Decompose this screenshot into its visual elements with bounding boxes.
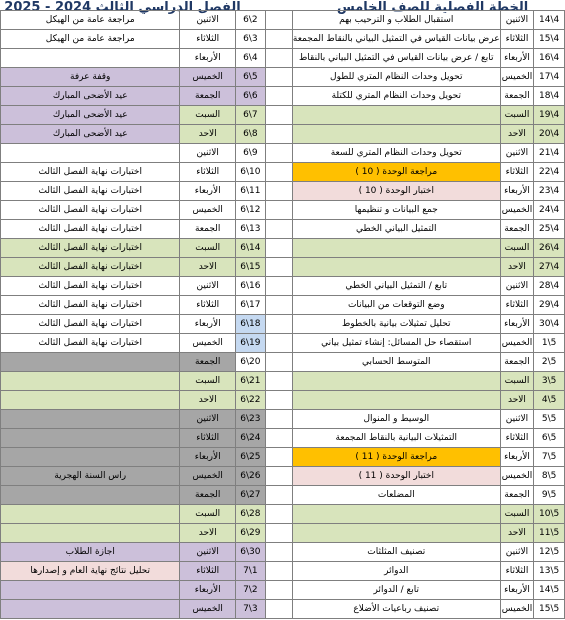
spacer-cell — [265, 391, 292, 410]
spacer-cell — [265, 334, 292, 353]
spacer-cell — [265, 448, 292, 467]
right-date-cell: 27\4 — [534, 258, 565, 277]
right-date-cell: 14\4 — [534, 11, 565, 30]
left-date-cell: 6\25 — [235, 448, 265, 467]
left-date-cell: 6\27 — [235, 486, 265, 505]
spacer-cell — [265, 182, 292, 201]
right-day-cell: الاحد — [500, 125, 534, 144]
spacer-cell — [265, 163, 292, 182]
left-note-cell — [1, 505, 180, 524]
plan-row — [1, 353, 565, 372]
right-day-cell: السبت — [500, 106, 534, 125]
right-date-cell: 30\4 — [534, 315, 565, 334]
spacer-cell — [265, 562, 292, 581]
right-date-cell: 6\5 — [534, 429, 565, 448]
plan-row — [1, 410, 565, 429]
topic-cell — [292, 524, 500, 543]
right-day-cell: الخميس — [500, 201, 534, 220]
plan-row — [1, 543, 565, 562]
left-date-cell: 6\3 — [235, 30, 265, 49]
topic-cell: استقبال الطلاب و الترحيب بهم — [292, 11, 500, 30]
plan-row — [1, 30, 565, 49]
right-day-cell: الثلاثاء — [500, 429, 534, 448]
topic-cell: تحويل وحدات النظام المتري للكتلة — [292, 87, 500, 106]
spacer-cell — [265, 524, 292, 543]
spacer-cell — [265, 505, 292, 524]
topic-cell: المضلعات — [292, 486, 500, 505]
spacer-cell — [265, 600, 292, 619]
plan-row — [1, 49, 565, 68]
topic-cell: جمع البيانات و تنظيمها — [292, 201, 500, 220]
spacer-cell — [265, 144, 292, 163]
left-date-cell: 6\7 — [235, 106, 265, 125]
plan-row — [1, 429, 565, 448]
topic-cell: استقصاء حل المسائل: إنشاء تمثيل بياني — [292, 334, 500, 353]
right-day-cell: الاحد — [500, 524, 534, 543]
right-day-cell: الثلاثاء — [500, 296, 534, 315]
spacer-cell — [265, 486, 292, 505]
spacer-cell — [265, 581, 292, 600]
right-date-cell: 2\5 — [534, 353, 565, 372]
left-day-cell: الجمعة — [180, 486, 236, 505]
spacer-cell — [265, 87, 292, 106]
left-day-cell: الأربعاء — [180, 182, 236, 201]
right-date-cell: 28\4 — [534, 277, 565, 296]
left-note-cell — [1, 486, 180, 505]
right-day-cell: الثلاثاء — [500, 163, 534, 182]
right-day-cell: الاثنين — [500, 277, 534, 296]
right-day-cell: الثلاثاء — [500, 562, 534, 581]
topic-cell — [292, 239, 500, 258]
left-day-cell: الاثنين — [180, 543, 236, 562]
topic-cell: الوسيط و المنوال — [292, 410, 500, 429]
topic-cell: وضع التوقعات من البيانات — [292, 296, 500, 315]
left-note-cell: اختبارات نهاية الفصل الثالث — [1, 315, 180, 334]
left-date-cell: 6\12 — [235, 201, 265, 220]
left-note-cell: وقفة عرفة — [1, 68, 180, 87]
left-day-cell: الخميس — [180, 201, 236, 220]
left-date-cell: 6\10 — [235, 163, 265, 182]
topic-cell: عرض بيانات القياس في التمثيل البياني بالنقاط المجمعة — [292, 30, 500, 49]
plan-row — [1, 467, 565, 486]
plan-row — [1, 87, 565, 106]
left-date-cell: 6\23 — [235, 410, 265, 429]
left-note-cell — [1, 429, 180, 448]
left-day-cell: الخميس — [180, 68, 236, 87]
left-note-cell — [1, 391, 180, 410]
plan-row — [1, 258, 565, 277]
spacer-cell — [265, 239, 292, 258]
plan-row — [1, 125, 565, 144]
right-date-cell: 11\5 — [534, 524, 565, 543]
left-note-cell: مراجعة عامة من الهيكل — [1, 11, 180, 30]
left-date-cell: 6\24 — [235, 429, 265, 448]
left-note-cell: اختبارات نهاية الفصل الثالث — [1, 334, 180, 353]
right-day-cell: الجمعة — [500, 220, 534, 239]
plan-row — [1, 505, 565, 524]
spacer-cell — [265, 49, 292, 68]
plan-row — [1, 163, 565, 182]
left-date-cell: 6\30 — [235, 543, 265, 562]
left-note-cell — [1, 448, 180, 467]
right-date-cell: 23\4 — [534, 182, 565, 201]
right-date-cell: 3\5 — [534, 372, 565, 391]
plan-row — [1, 277, 565, 296]
left-note-cell — [1, 353, 180, 372]
left-day-cell: الخميس — [180, 334, 236, 353]
right-day-cell: الأربعاء — [500, 581, 534, 600]
right-day-cell: السبت — [500, 505, 534, 524]
right-date-cell: 9\5 — [534, 486, 565, 505]
left-note-cell: عيد الأضحى المبارك — [1, 125, 180, 144]
plan-row — [1, 11, 565, 30]
spacer-cell — [265, 258, 292, 277]
left-date-cell: 6\18 — [235, 315, 265, 334]
right-date-cell: 18\4 — [534, 87, 565, 106]
right-day-cell: الأربعاء — [500, 448, 534, 467]
topic-cell — [292, 125, 500, 144]
right-day-cell: الخميس — [500, 600, 534, 619]
spacer-cell — [265, 467, 292, 486]
plan-row — [1, 600, 565, 619]
right-date-cell: 21\4 — [534, 144, 565, 163]
left-date-cell: 6\9 — [235, 144, 265, 163]
left-note-cell: اختبارات نهاية الفصل الثالث — [1, 296, 180, 315]
left-date-cell: 6\13 — [235, 220, 265, 239]
left-day-cell: الخميس — [180, 467, 236, 486]
right-date-cell: 25\4 — [534, 220, 565, 239]
spacer-cell — [265, 201, 292, 220]
right-day-cell: الثلاثاء — [500, 30, 534, 49]
left-day-cell: الخميس — [180, 600, 236, 619]
right-date-cell: 14\5 — [534, 581, 565, 600]
right-day-cell: الخميس — [500, 467, 534, 486]
left-day-cell: الثلاثاء — [180, 296, 236, 315]
left-date-cell: 6\2 — [235, 11, 265, 30]
right-date-cell: 22\4 — [534, 163, 565, 182]
left-note-cell: اجازة الطلاب — [1, 543, 180, 562]
topic-cell: اختبار الوحدة ( 10 ) — [292, 182, 500, 201]
left-note-cell — [1, 372, 180, 391]
topic-cell: تابع / الدوائر — [292, 581, 500, 600]
left-note-cell: تحليل نتائج نهاية العام و إصدارها — [1, 562, 180, 581]
topic-cell: تصنيف رباعيات الأضلاع — [292, 600, 500, 619]
left-date-cell: 6\29 — [235, 524, 265, 543]
right-day-cell: الأربعاء — [500, 182, 534, 201]
spacer-cell — [265, 543, 292, 562]
left-day-cell: الثلاثاء — [180, 429, 236, 448]
left-day-cell: الاحد — [180, 125, 236, 144]
left-day-cell: الاحد — [180, 258, 236, 277]
plan-row — [1, 239, 565, 258]
plan-row — [1, 106, 565, 125]
left-note-cell: عيد الأضحى المبارك — [1, 87, 180, 106]
left-note-cell: عيد الأضحى المبارك — [1, 106, 180, 125]
spacer-cell — [265, 315, 292, 334]
left-day-cell: الاحد — [180, 391, 236, 410]
right-date-cell: 12\5 — [534, 543, 565, 562]
right-date-cell: 20\4 — [534, 125, 565, 144]
topic-cell — [292, 372, 500, 391]
left-day-cell: السبت — [180, 505, 236, 524]
right-day-cell: الخميس — [500, 334, 534, 353]
left-date-cell: 6\17 — [235, 296, 265, 315]
plan-table — [0, 10, 565, 619]
left-date-cell: 6\5 — [235, 68, 265, 87]
left-note-cell — [1, 49, 180, 68]
topic-cell — [292, 505, 500, 524]
topic-cell: الدوائر — [292, 562, 500, 581]
left-date-cell: 6\4 — [235, 49, 265, 68]
right-day-cell: الجمعة — [500, 353, 534, 372]
left-date-cell: 6\26 — [235, 467, 265, 486]
right-date-cell: 7\5 — [534, 448, 565, 467]
left-day-cell: الثلاثاء — [180, 30, 236, 49]
right-day-cell: الاحد — [500, 391, 534, 410]
left-note-cell: اختبارات نهاية الفصل الثالث — [1, 182, 180, 201]
right-day-cell: الخميس — [500, 68, 534, 87]
left-date-cell: 6\14 — [235, 239, 265, 258]
left-date-cell: 6\22 — [235, 391, 265, 410]
right-date-cell: 26\4 — [534, 239, 565, 258]
right-day-cell: الجمعة — [500, 87, 534, 106]
left-date-cell: 6\19 — [235, 334, 265, 353]
left-day-cell: السبت — [180, 239, 236, 258]
left-date-cell: 7\3 — [235, 600, 265, 619]
left-day-cell: السبت — [180, 106, 236, 125]
left-day-cell: الجمعة — [180, 220, 236, 239]
spacer-cell — [265, 125, 292, 144]
right-date-cell: 5\5 — [534, 410, 565, 429]
right-date-cell: 15\5 — [534, 600, 565, 619]
right-date-cell: 4\5 — [534, 391, 565, 410]
topic-cell: المتوسط الحسابي — [292, 353, 500, 372]
topic-cell: مراجعة الوحدة ( 10 ) — [292, 163, 500, 182]
left-note-cell: اختبارات نهاية الفصل الثالث — [1, 163, 180, 182]
left-day-cell: الثلاثاء — [180, 163, 236, 182]
left-day-cell: السبت — [180, 372, 236, 391]
left-day-cell: الاثنين — [180, 11, 236, 30]
spacer-cell — [265, 68, 292, 87]
left-date-cell: 7\2 — [235, 581, 265, 600]
left-note-cell — [1, 144, 180, 163]
plan-row — [1, 68, 565, 87]
left-day-cell: الاثنين — [180, 277, 236, 296]
plan-row — [1, 220, 565, 239]
right-date-cell: 17\4 — [534, 68, 565, 87]
left-date-cell: 6\6 — [235, 87, 265, 106]
left-day-cell: الأربعاء — [180, 315, 236, 334]
left-day-cell: الأربعاء — [180, 448, 236, 467]
left-day-cell: الاثنين — [180, 410, 236, 429]
topic-cell: تابع / عرض بيانات القياس في التمثيل البياني بالنقاط — [292, 49, 500, 68]
spacer-cell — [265, 277, 292, 296]
plan-row — [1, 372, 565, 391]
plan-title: الخطة الفصلية للصف الخامس — [336, 0, 529, 14]
right-date-cell: 19\4 — [534, 106, 565, 125]
left-note-cell: اختبارات نهاية الفصل الثالث — [1, 239, 180, 258]
left-date-cell: 6\8 — [235, 125, 265, 144]
right-day-cell: السبت — [500, 372, 534, 391]
left-day-cell: الجمعة — [180, 353, 236, 372]
right-date-cell: 13\5 — [534, 562, 565, 581]
plan-row — [1, 524, 565, 543]
topic-cell: تحويل وحدات النظام المتري للطول — [292, 68, 500, 87]
right-date-cell: 10\5 — [534, 505, 565, 524]
left-note-cell: مراجعة عامة من الهيكل — [1, 30, 180, 49]
topic-cell: مراجعة الوحدة ( 11 ) — [292, 448, 500, 467]
left-note-cell: راس السنة الهجرية — [1, 467, 180, 486]
topic-cell: التمثيلات البيانية بالنقاط المجمعة — [292, 429, 500, 448]
spacer-cell — [265, 30, 292, 49]
left-day-cell: الجمعة — [180, 87, 236, 106]
left-date-cell: 6\16 — [235, 277, 265, 296]
plan-row — [1, 144, 565, 163]
plan-row — [1, 581, 565, 600]
right-day-cell: الاثنين — [500, 11, 534, 30]
left-date-cell: 6\21 — [235, 372, 265, 391]
left-note-cell — [1, 600, 180, 619]
right-day-cell: الاثنين — [500, 144, 534, 163]
plan-row — [1, 296, 565, 315]
left-date-cell: 6\15 — [235, 258, 265, 277]
left-note-cell: اختبارات نهاية الفصل الثالث — [1, 201, 180, 220]
right-day-cell: الجمعة — [500, 486, 534, 505]
spacer-cell — [265, 372, 292, 391]
topic-cell: اختبار الوحدة ( 11 ) — [292, 467, 500, 486]
right-date-cell: 16\4 — [534, 49, 565, 68]
right-day-cell: السبت — [500, 239, 534, 258]
plan-row — [1, 315, 565, 334]
plan-row — [1, 448, 565, 467]
left-date-cell: 6\20 — [235, 353, 265, 372]
plan-row — [1, 562, 565, 581]
spacer-cell — [265, 220, 292, 239]
topic-cell — [292, 391, 500, 410]
right-date-cell: 29\4 — [534, 296, 565, 315]
right-day-cell: الاثنين — [500, 543, 534, 562]
topic-cell: تحويل وحدات النظام المتري للسعة — [292, 144, 500, 163]
left-note-cell — [1, 581, 180, 600]
left-date-cell: 6\11 — [235, 182, 265, 201]
spacer-cell — [265, 353, 292, 372]
topic-cell: تحليل تمثيلات بيانية بالخطوط — [292, 315, 500, 334]
left-note-cell: اختبارات نهاية الفصل الثالث — [1, 277, 180, 296]
plan-row — [1, 182, 565, 201]
left-note-cell — [1, 524, 180, 543]
plan-row — [1, 391, 565, 410]
topic-cell — [292, 106, 500, 125]
left-date-cell: 7\1 — [235, 562, 265, 581]
right-date-cell: 8\5 — [534, 467, 565, 486]
spacer-cell — [265, 296, 292, 315]
right-day-cell: الاثنين — [500, 410, 534, 429]
right-date-cell: 1\5 — [534, 334, 565, 353]
left-note-cell: اختبارات نهاية الفصل الثالث — [1, 220, 180, 239]
right-day-cell: الأربعاء — [500, 49, 534, 68]
left-note-cell — [1, 410, 180, 429]
right-date-cell: 15\4 — [534, 30, 565, 49]
left-day-cell: الاثنين — [180, 144, 236, 163]
right-day-cell: الاحد — [500, 258, 534, 277]
topic-cell: تابع / التمثيل البياني الخطي — [292, 277, 500, 296]
topic-cell — [292, 258, 500, 277]
left-day-cell: الاحد — [180, 524, 236, 543]
spacer-cell — [265, 429, 292, 448]
topic-cell: تصنيف المثلثات — [292, 543, 500, 562]
right-date-cell: 24\4 — [534, 201, 565, 220]
plan-row — [1, 201, 565, 220]
spacer-cell — [265, 410, 292, 429]
semester-title: الفصل الدراسي الثالث 2024 - 2025 — [4, 0, 241, 14]
plan-row — [1, 334, 565, 353]
left-note-cell: اختبارات نهاية الفصل الثالث — [1, 258, 180, 277]
spacer-cell — [265, 11, 292, 30]
right-day-cell: الأربعاء — [500, 315, 534, 334]
topic-cell: التمثيل البياني الخطي — [292, 220, 500, 239]
left-day-cell: الثلاثاء — [180, 562, 236, 581]
left-date-cell: 6\28 — [235, 505, 265, 524]
left-day-cell: الأربعاء — [180, 581, 236, 600]
spacer-cell — [265, 106, 292, 125]
plan-row — [1, 486, 565, 505]
left-day-cell: الأربعاء — [180, 49, 236, 68]
